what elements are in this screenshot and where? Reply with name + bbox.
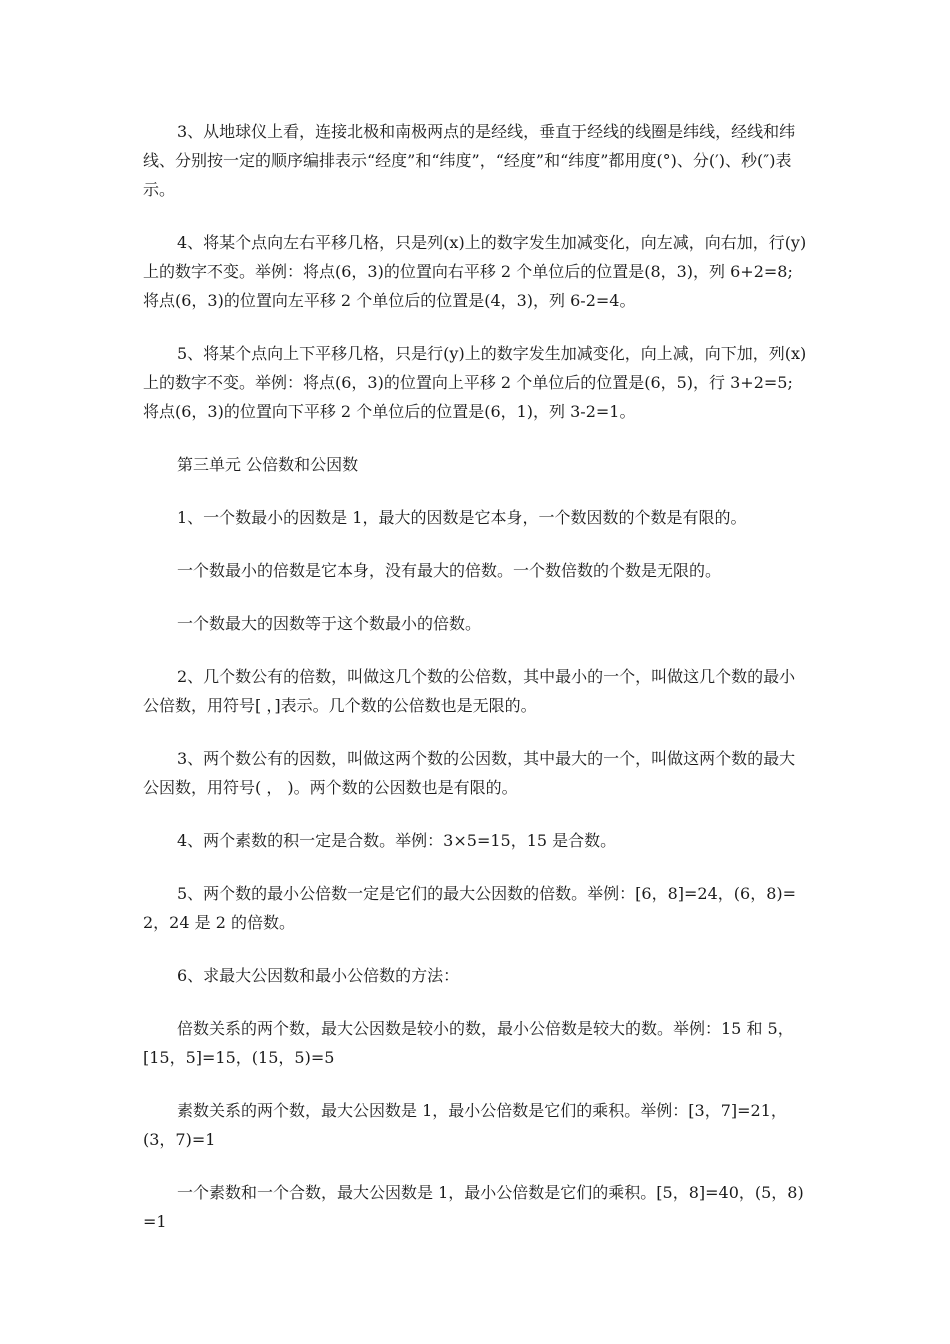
paragraph-multiple-relation: 倍数关系的两个数，最大公因数是较小的数，最小公倍数是较大的数。举例：15 和 5，[15，5]=15，(15，5)=5 xyxy=(143,1019,794,1067)
paragraph-common-factor: 3、两个数公有的因数，叫做这两个数的公因数，其中最大的一个，叫做这两个数的最大公因数，用符号( ， )。两个数的公因数也是有限的。 xyxy=(143,749,796,797)
paragraph-prime-composite: 一个素数和一个合数，最大公因数是 1，最小公倍数是它们的乘积。[5，8]=40，(5，8)=1 xyxy=(143,1183,804,1231)
paragraph-multiple-definition: 一个数最小的倍数是它本身，没有最大的倍数。一个数倍数的个数是无限的。 xyxy=(177,561,722,580)
paragraph-coprime-relation: 素数关系的两个数，最大公因数是 1，最小公倍数是它们的乘积。举例：[3，7]=21，(3，7)=1 xyxy=(143,1101,787,1149)
paragraph-lcm-gcd-relation: 5、两个数的最小公倍数一定是它们的最大公因数的倍数。举例：[6，8]=24，(6，8)=2，24 是 2 的倍数。 xyxy=(143,884,797,932)
paragraph-longitude-latitude: 3、从地球仪上看，连接北极和南极两点的是经线，垂直于经线的线圈是纬线，经线和纬线、分别按一定的顺序编排表示“经度”和“纬度”，“经度”和“纬度”都用度(°)、分(′)、秒(″)表示。 xyxy=(143,122,796,199)
paragraph-factor-equals-multiple: 一个数最大的因数等于这个数最小的倍数。 xyxy=(177,614,482,633)
paragraph-factor-definition: 1、一个数最小的因数是 1，最大的因数是它本身，一个数因数的个数是有限的。 xyxy=(177,508,747,527)
paragraph-vertical-translation: 5、将某个点向上下平移几格，只是行(y)上的数字发生加减变化，向上减，向下加，列(x)上的数字不变。举例：将点(6，3)的位置向上平移 2 个单位后的位置是(6，5)，行 3+2=5;将点(6，3)的位置向下平移 2 个单位后的位置是(6，1)，列 3-2=1。 xyxy=(143,344,807,421)
paragraph-prime-product: 4、两个素数的积一定是合数。举例：3×5=15，15 是合数。 xyxy=(177,831,617,850)
section-heading-unit-three: 第三单元 公倍数和公因数 xyxy=(177,455,359,474)
paragraph-method-heading: 6、求最大公因数和最小公倍数的方法： xyxy=(177,966,460,985)
paragraph-common-multiple: 2、几个数公有的倍数，叫做这几个数的公倍数，其中最小的一个，叫做这几个数的最小公倍数，用符号[ ，]表示。几个数的公倍数也是无限的。 xyxy=(143,667,796,715)
document-page xyxy=(143,117,808,1260)
paragraph-horizontal-translation: 4、将某个点向左右平移几格，只是列(x)上的数字发生加减变化，向左减，向右加，行(y)上的数字不变。举例：将点(6，3)的位置向右平移 2 个单位后的位置是(8，3)，列 6+2=8;将点(6，3)的位置向左平移 2 个单位后的位置是(4，3)，列 6-2=4。 xyxy=(143,233,807,310)
